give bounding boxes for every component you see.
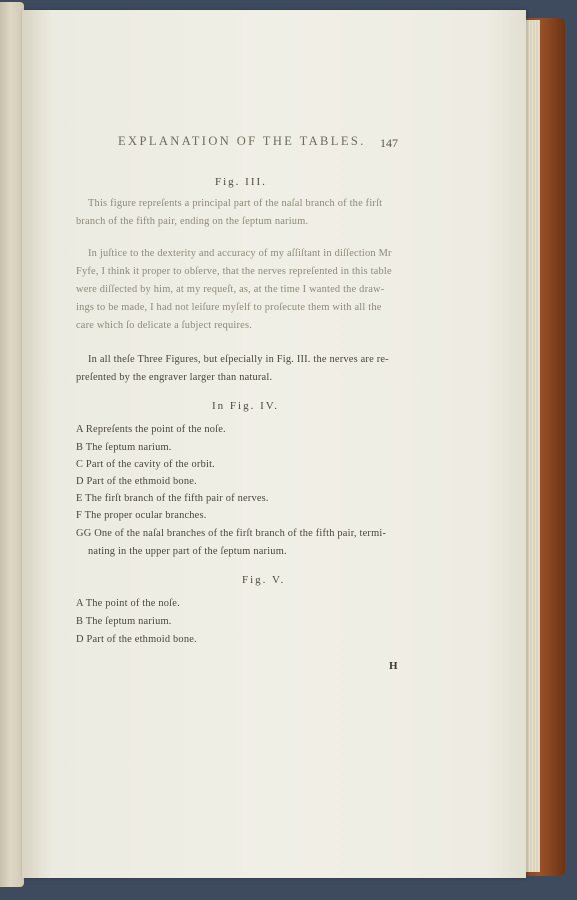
fig3-para2-line: In juſtice to the dexterity and accuracy of my aſſiſtant in diſſection Mr <box>88 248 392 259</box>
signature-mark: H <box>389 660 398 672</box>
fig5-item: D Part of the ethmoid bone. <box>76 634 197 645</box>
fig4-heading: In Fig. IV. <box>212 400 280 412</box>
fig3-para1-line: branch of the fifth pair, ending on the ſeptum narium. <box>76 216 309 227</box>
fig4-item: C Part of the cavity of the orbit. <box>76 459 215 470</box>
fig3-para3-line: preſented by the engraver larger than natural. <box>76 372 273 383</box>
fig4-item: E The firſt branch of the fifth pair of nerves. <box>76 493 269 504</box>
fig4-item: A Repreſents the point of the noſe. <box>76 424 226 435</box>
fig3-para2-line: ings to be made, I had not leiſure myſelf to proſecute them with all the <box>76 302 382 313</box>
fig4-item: D Part of the ethmoid bone. <box>76 476 197 487</box>
fig3-para2-line: were diſſected by him, at my requeſt, as, at the time I wanted the draw- <box>76 284 385 295</box>
fig4-item: B The ſeptum narium. <box>76 442 172 453</box>
fig5-heading: Fig. V. <box>242 574 286 586</box>
page-number: 147 <box>380 136 398 150</box>
fig4-item: F The proper ocular branches. <box>76 510 207 521</box>
fig5-item: B The ſeptum narium. <box>76 616 172 627</box>
fig5-item: A The point of the noſe. <box>76 598 180 609</box>
fig3-para2-line: Fyfe, I think it proper to obſerve, that the nerves repreſented in this table <box>76 266 392 277</box>
fig4-item: nating in the upper part of the ſeptum narium. <box>88 546 287 557</box>
fig4-item: GG One of the naſal branches of the firſt branch of the fifth pair, termi- <box>76 528 387 539</box>
fig3-para2-line: care which ſo delicate a ſubject requires. <box>76 320 253 331</box>
left-page-edge <box>0 2 24 887</box>
fig3-heading: Fig. III. <box>215 176 267 188</box>
fig3-para1-line: This figure repreſents a principal part of the naſal branch of the firſt <box>88 198 383 209</box>
fig3-para3-line: In all theſe Three Figures, but eſpecially in Fig. III. the nerves are re- <box>88 354 389 365</box>
running-head: EXPLANATION OF THE TABLES. <box>118 134 366 148</box>
